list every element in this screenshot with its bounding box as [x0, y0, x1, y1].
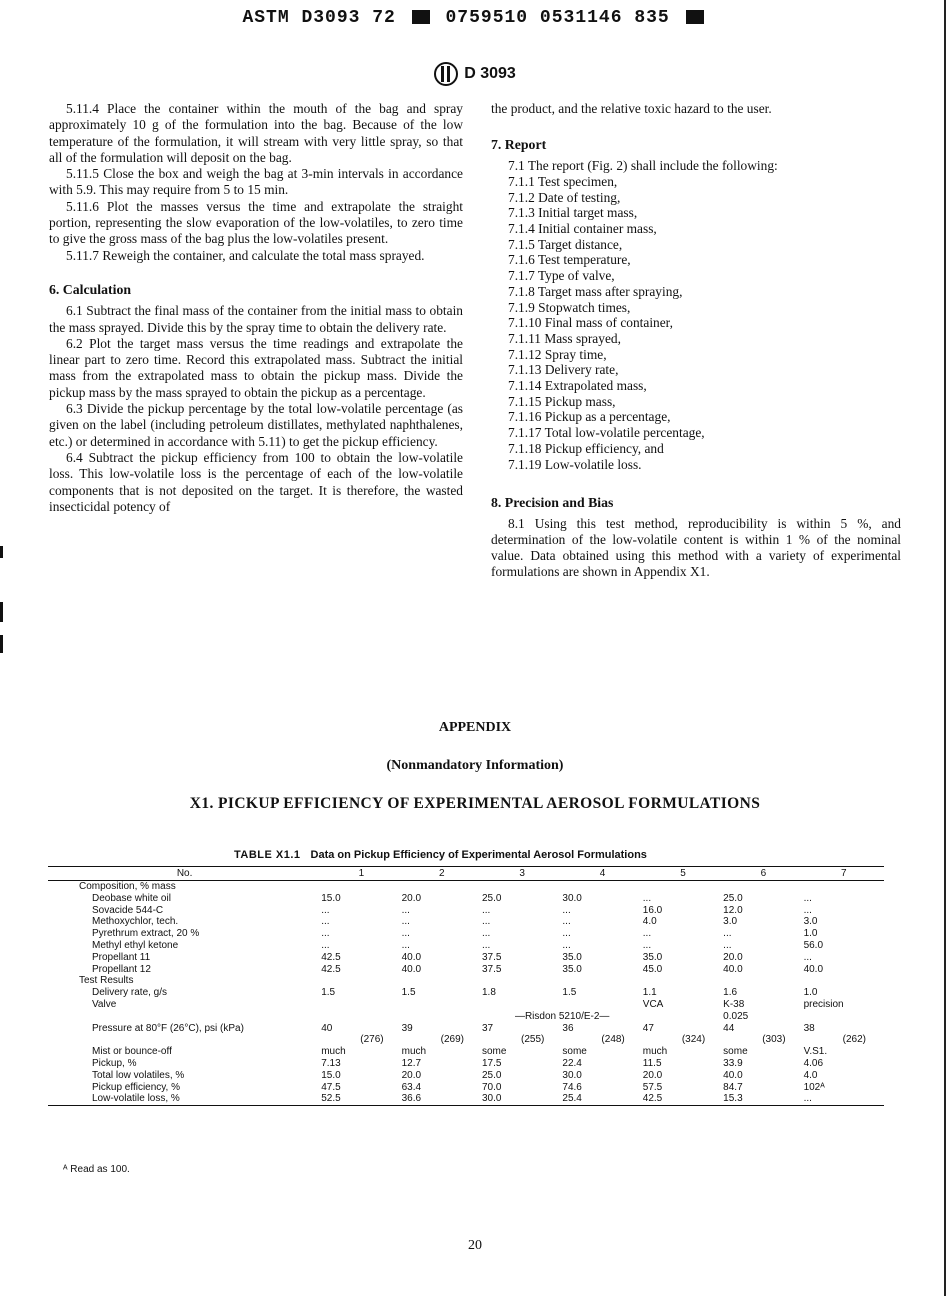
row-label: Deobase white oil [92, 892, 171, 904]
table-cell: 3.0 [723, 916, 738, 928]
section-heading: 6. Calculation [49, 281, 132, 297]
table-cell: (255) [521, 1034, 545, 1046]
table-cell: ... [401, 939, 410, 951]
table-cell: 70.0 [482, 1081, 502, 1093]
table-cell: 1.8 [482, 987, 496, 999]
table-cell: 57.5 [642, 1081, 663, 1093]
table-cell [482, 881, 562, 893]
table-cell: 40.0 [723, 963, 743, 975]
appendix-title: APPENDIX [438, 720, 512, 735]
table-cell: ... [803, 892, 812, 904]
report-item: 7.1.4 Initial container mass, [508, 221, 657, 236]
table-cell: 25.0 [482, 1069, 502, 1081]
table-cell [643, 975, 723, 987]
report-heading: 7. Report [491, 137, 547, 153]
table-row [48, 1011, 884, 1023]
scan-margin-mark [0, 635, 3, 653]
table-cell: ... [562, 916, 571, 928]
table-cell: 42.5 [643, 1093, 723, 1105]
table-footnote: ᴬ Read as 100. [63, 1164, 130, 1175]
column-header-number: 5 [643, 867, 723, 881]
report-item: 7.1.8 Target mass after spraying, [508, 283, 683, 299]
table-row [48, 999, 884, 1011]
table-cell: ... [562, 928, 571, 940]
standard-id: D 3093 [464, 65, 516, 83]
table-cell: 7.13 [321, 1057, 341, 1069]
standard-header [0, 62, 950, 86]
report-item: 7.1.5 Target distance, [508, 236, 623, 252]
report-item: 7.1.3 Initial target mass, [508, 205, 638, 221]
row-label: Pickup, % [92, 1057, 137, 1069]
body-paragraph: 5.11.7 Reweigh the container, and calculate the total mass sprayed. [66, 247, 425, 263]
table-cell: ... [482, 916, 491, 928]
report-item: 7.1.7 Type of valve, [508, 268, 615, 284]
astm-logo-icon [434, 62, 458, 86]
table-row [48, 964, 884, 976]
table-cell: 36 [562, 1022, 574, 1034]
report-item: 7.1.12 Spray time, [508, 346, 607, 362]
continuation-text: the product, and the relative toxic hazard to the user. [491, 101, 772, 116]
table-cell: some [482, 1046, 507, 1058]
table-cell: precision [803, 998, 844, 1010]
body-paragraph: 6.2 Plot the target mass versus the time readings and extrapolate the linear part to zero time. Record this extrapolated mass. Subtract the initial mass from the extrapolated mass to obtain the pickup mass. Divide the pickup mass by the mass sprayed to obtain the pickup as a percentage. [49, 335, 463, 400]
table-row [48, 893, 884, 905]
table-cell: 25.4 [562, 1093, 642, 1105]
table-cell: 22.4 [562, 1057, 582, 1069]
row-label [48, 1011, 321, 1023]
table-cell: 1.5 [321, 987, 336, 999]
table-cell [562, 999, 642, 1011]
body-paragraph: 6.4 Subtract the pickup efficiency from 100 to obtain the low-volatile loss. This low-volatile loss is the percentage of each of the low-volatile components that is not deposited on the target. It is therefore, the wasted insecticidal potency of [49, 449, 463, 514]
table-cell: 1.1 [642, 987, 657, 999]
table-row [48, 1070, 884, 1082]
black-block-mark [686, 10, 704, 24]
black-block-mark [412, 10, 430, 24]
report-item: 7.1.17 Total low-volatile percentage, [508, 425, 705, 441]
table-cell: 44 [723, 1022, 735, 1034]
table-cell: (269) [440, 1034, 464, 1046]
table-cell: 35.0 [642, 951, 663, 963]
scan-margin-mark [0, 602, 3, 622]
table-cell [402, 975, 482, 987]
table-row [48, 975, 884, 987]
table-cell: 16.0 [642, 904, 663, 916]
report-item: 7.1.18 Pickup efficiency, and [508, 440, 664, 456]
table-cell: (248) [601, 1034, 625, 1046]
table-cell [562, 881, 642, 893]
report-item: 7.1.16 Pickup as a percentage, [508, 409, 671, 425]
table-cell [723, 881, 803, 893]
column-header-number: 2 [402, 867, 482, 881]
report-item: 7.1.13 Delivery rate, [508, 362, 619, 378]
table-cell: ... [562, 904, 571, 916]
table-cell: 3.0 [803, 916, 818, 928]
table-cell: 20.0 [642, 1069, 663, 1081]
row-label [48, 1034, 321, 1046]
table-cell [804, 881, 884, 893]
table-cell: ... [401, 916, 410, 928]
column-header-number: 4 [562, 867, 642, 881]
table-cell: (324) [681, 1034, 706, 1046]
appendix-subtitle: (Nonmandatory Information) [386, 758, 564, 773]
body-paragraph: 6.3 Divide the pickup percentage by the total low-volatile percentage (as given on the label (including petroleum distillates, methylated naphthalenes, etc.) or determined in accordance with 5.11) to get the pickup efficiency. [49, 401, 463, 449]
scan-edge-line [944, 0, 946, 1296]
table-cell: 37 [482, 1022, 494, 1034]
table-cell: ... [803, 904, 812, 916]
table-cell: much [401, 1046, 427, 1058]
column-header-number: 1 [321, 867, 401, 881]
table-cell: 45.0 [642, 963, 663, 975]
table-cell: much [642, 1046, 668, 1058]
table-cell: 84.7 [723, 1081, 743, 1093]
table-cell: ... [562, 939, 571, 951]
table-cell: 36.6 [402, 1093, 482, 1105]
table-cell: 20.0 [723, 951, 743, 963]
table-cell: 37.5 [482, 963, 502, 975]
table-cell: 42.5 [321, 951, 341, 963]
table-cell: 11.5 [642, 1057, 662, 1069]
row-label: Pyrethrum extract, 20 % [92, 928, 200, 940]
table-cell: some [723, 1046, 748, 1058]
table-row [48, 952, 884, 964]
table-cell: 42.5 [321, 963, 341, 975]
report-item: 7.1.10 Final mass of container, [508, 315, 673, 331]
row-label: Total low volatiles, % [92, 1069, 185, 1081]
table-cell: much [321, 1046, 346, 1058]
table-cell: 15.3 [723, 1093, 803, 1105]
table-row [48, 987, 884, 999]
table-cell: 17.5 [482, 1057, 502, 1069]
table-cell [804, 975, 884, 987]
table-cell: ... [321, 916, 330, 928]
report-intro: 7.1 The report (Fig. 2) shall include the following: [508, 157, 778, 173]
table-cell: ... [723, 939, 732, 951]
table-cell [321, 975, 401, 987]
table-row [48, 1058, 884, 1070]
table-cell [723, 975, 803, 987]
table-cell: 102ᴬ [803, 1081, 825, 1093]
table-cell: 1.5 [401, 987, 416, 999]
appendix-section-heading: X1. PICKUP EFFICIENCY OF EXPERIMENTAL AEROSOL FORMULATIONS [189, 795, 761, 812]
table-cell: 1.0 [803, 928, 818, 940]
precision-text: 8.1 Using this test method, reproducibility is within 5 %, and determination of the low-volatile content is within 1 % of the nominal value. Data obtained using this method with a variety of experimental formulations are shown in Appendix X1. [491, 515, 901, 580]
left-text-column [49, 101, 463, 515]
table-row [48, 881, 884, 893]
report-item-list [491, 174, 901, 472]
table-cell: V.S1. [803, 1046, 828, 1058]
table-cell: 37.5 [482, 951, 502, 963]
table-cell: 33.9 [723, 1057, 743, 1069]
row-label: Composition, % mass [79, 881, 176, 892]
table-cell [402, 881, 482, 893]
table-caption-title: Data on Pickup Efficiency of Experimental Aerosol Formulations [310, 849, 647, 861]
table-cell: ... [401, 928, 410, 940]
table-cell: 35.0 [562, 951, 582, 963]
body-paragraph: 5.11.5 Close the box and weigh the bag at 3-min intervals in accordance with 5.9. This may require from 5 to 15 min. [49, 166, 463, 198]
table-caption-label: TABLE X1.1 [234, 849, 301, 861]
table-row [48, 916, 884, 928]
row-label: Methyl ethyl ketone [92, 939, 179, 951]
precision-heading: 8. Precision and Bias [491, 495, 614, 511]
row-label: Valve [92, 998, 117, 1010]
table-cell: 39 [401, 1022, 413, 1034]
table-cell: ... [642, 939, 652, 951]
document-code-left: ASTM D3093 72 [242, 8, 396, 28]
table-cell: 30.0 [562, 892, 582, 904]
table-header-row [48, 867, 884, 881]
table-cell: 30.0 [482, 1093, 562, 1105]
table-cell: ... [321, 939, 330, 951]
table-cell: 1.0 [803, 987, 818, 999]
table-cell: (262) [842, 1034, 866, 1046]
table-cell: ... [642, 892, 652, 904]
column-header-number: 3 [482, 867, 562, 881]
table-cell: 40.0 [803, 963, 824, 975]
table-cell: 74.6 [562, 1081, 582, 1093]
table-row [48, 928, 884, 940]
table-cell [482, 999, 562, 1011]
table-cell: (276) [360, 1034, 384, 1046]
table-cell: ... [642, 928, 652, 940]
table-cell [402, 999, 482, 1011]
table-cell: 40 [321, 1022, 333, 1034]
table-cell: ... [321, 928, 330, 940]
table-cell: 15.0 [321, 1069, 341, 1081]
report-item: 7.1.1 Test specimen, [508, 173, 618, 189]
table-cell: 15.0 [321, 892, 341, 904]
right-text-column [491, 101, 901, 581]
table-cell: ... [482, 939, 491, 951]
report-item: 7.1.14 Extrapolated mass, [508, 378, 647, 394]
table-cell: 4.0 [803, 1069, 818, 1081]
table-cell: 4.0 [642, 916, 657, 928]
report-item: 7.1.6 Test temperature, [508, 252, 631, 268]
table-caption [234, 849, 647, 861]
table-cell [643, 881, 723, 893]
document-code-line [0, 8, 950, 28]
pickup-efficiency-table [48, 866, 884, 1106]
table-body [48, 881, 884, 1106]
row-label: Delivery rate, g/s [92, 987, 168, 999]
page-number: 20 [468, 1238, 482, 1253]
table-cell [482, 975, 562, 987]
table-cell: 30.0 [562, 1069, 582, 1081]
column-header-number: 7 [804, 867, 884, 881]
report-item: 7.1.11 Mass sprayed, [508, 330, 621, 346]
table-row [48, 1034, 884, 1046]
table-row [48, 1023, 884, 1035]
body-paragraph: 5.11.4 Place the container within the mouth of the bag and spray approximately 10 g of the formulation into the bag. Because of the low temperature of the formulation, it will stream with very little spray, so that all of the formulation will deposit on the bag. [49, 101, 463, 165]
row-label: Propellant 11 [92, 951, 151, 963]
scan-margin-mark [0, 546, 3, 558]
table-cell: K-38 [723, 998, 745, 1010]
document-code-right: 0759510 0531146 835 [445, 8, 670, 28]
table-cell: 47 [642, 1022, 654, 1034]
table-cell: ... [723, 928, 732, 940]
table-cell: ... [482, 928, 491, 940]
body-paragraph: 6.1 Subtract the final mass of the container from the initial mass to obtain the mass sprayed. Divide this by the spray time to obtain the delivery rate. [49, 303, 463, 335]
table-cell: 38 [803, 1022, 815, 1034]
table-cell: 1.6 [723, 987, 738, 999]
table-row [48, 1046, 884, 1058]
table-cell: 12.7 [401, 1057, 422, 1069]
report-item: 7.1.2 Date of testing, [508, 189, 621, 205]
report-item: 7.1.19 Low-volatile loss. [508, 456, 642, 472]
valve-span-note: —Risdon 5210/E-2— [514, 1010, 610, 1022]
table-cell: some [562, 1046, 587, 1058]
row-label: Sovacide 544-C [92, 904, 164, 916]
table-cell [804, 1011, 884, 1023]
table-cell: VCA [642, 998, 664, 1010]
table-cell: 20.0 [401, 892, 422, 904]
table-cell: 12.0 [723, 904, 743, 916]
body-paragraph: 5.11.6 Plot the masses versus the time and extrapolate the straight portion, representing the slow evaporation of the low-volatiles, to zero time to give the gross mass of the bag plus the low-volatiles present. [49, 198, 463, 247]
table-cell: ... [482, 904, 491, 916]
row-label: Test Results [79, 975, 134, 987]
table-cell: 52.5 [321, 1093, 401, 1105]
table-row [48, 905, 884, 917]
table-cell: 0.025 [723, 1010, 749, 1022]
table-cell: 40.0 [723, 1069, 743, 1081]
column-header-number: 6 [723, 867, 803, 881]
table-row [48, 1093, 884, 1105]
row-label: Low-volatile loss, % [48, 1093, 321, 1105]
table-cell [321, 999, 401, 1011]
table-cell: 56.0 [803, 939, 824, 951]
table-cell: (303) [762, 1034, 786, 1046]
report-item: 7.1.9 Stopwatch times, [508, 299, 631, 315]
table-cell: ... [803, 951, 812, 963]
table-cell: 40.0 [401, 963, 422, 975]
table-cell [321, 881, 401, 893]
row-label: Pressure at 80°F (26°C), psi (kPa) [92, 1022, 244, 1034]
table-cell: 40.0 [401, 951, 422, 963]
table-cell: ... [401, 904, 410, 916]
row-label: Methoxychlor, tech. [92, 916, 179, 928]
report-item: 7.1.15 Pickup mass, [508, 393, 616, 409]
table-cell: 63.4 [401, 1081, 422, 1093]
row-label: Mist or bounce-off [92, 1046, 172, 1058]
table-row [48, 940, 884, 952]
table-cell: 35.0 [562, 963, 582, 975]
table-row [48, 1082, 884, 1094]
table-cell: 20.0 [401, 1069, 422, 1081]
table-cell: 25.0 [723, 892, 743, 904]
table-cell: 4.06 [803, 1057, 824, 1069]
row-label: Propellant 12 [92, 963, 151, 975]
table-cell [562, 975, 642, 987]
table-cell: ... [804, 1093, 884, 1105]
table-cell: 25.0 [482, 892, 502, 904]
table-cell: 1.5 [562, 987, 577, 999]
row-label: Pickup efficiency, % [92, 1081, 181, 1093]
column-header-label: No. [48, 867, 321, 881]
table-cell: ... [321, 904, 330, 916]
table-cell: 47.5 [321, 1081, 341, 1093]
